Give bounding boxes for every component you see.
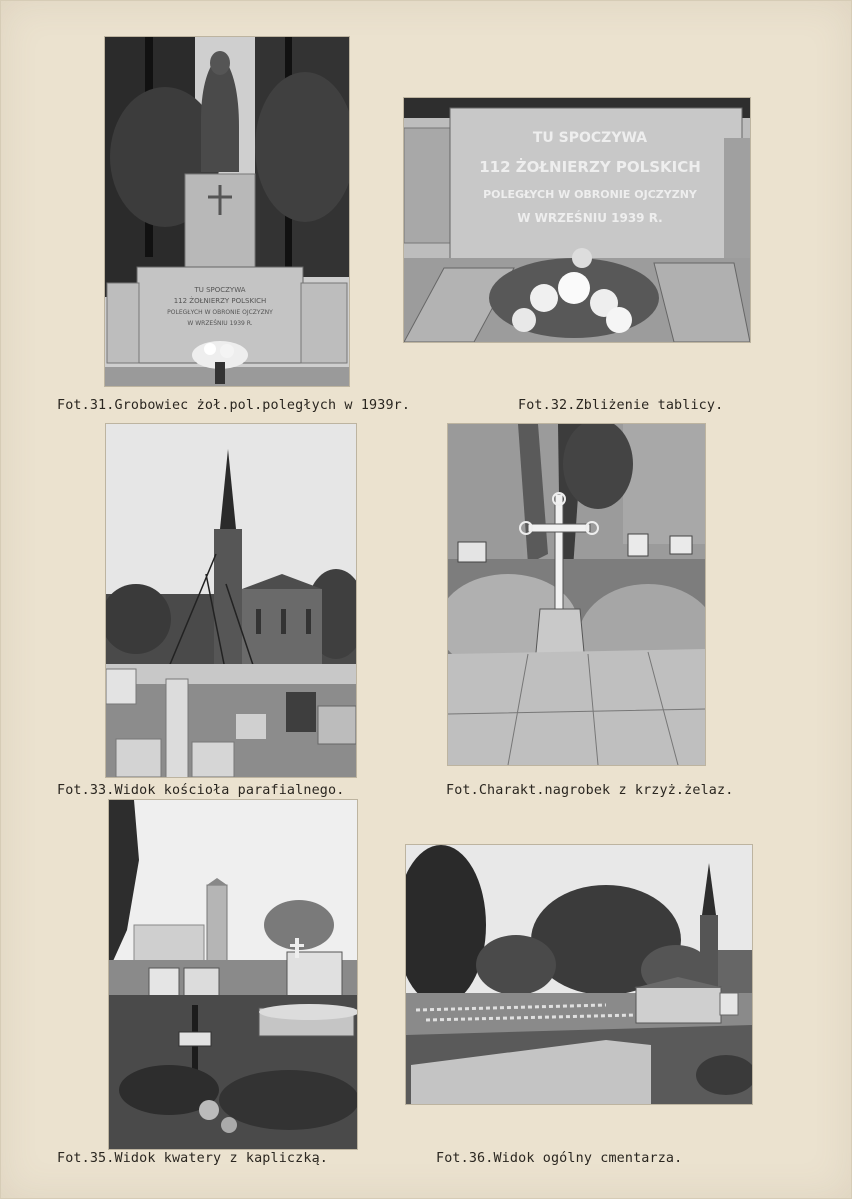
- plaque-text-line3: POLEGŁYCH W OBRONIE OJCZYZNY: [483, 188, 697, 201]
- photo-34-iron-cross-grave: [448, 424, 705, 765]
- caption-fot-36: Fot.36.Widok ogólny cmentarza.: [436, 1151, 683, 1166]
- monument-text-line1: TU SPOCZYWA: [194, 286, 246, 294]
- caption-fot-35: Fot.35.Widok kwatery z kapliczką.: [57, 1151, 328, 1166]
- photo-31-monument: [105, 37, 349, 386]
- caption-fot-33: Fot.33.Widok kościoła parafialnego.: [57, 783, 345, 798]
- plaque-text-line4: W WRZEŚNIU 1939 R.: [517, 211, 663, 225]
- caption-fot-32: Fot.32.Zbliżenie tablicy.: [518, 398, 724, 413]
- caption-fot-34: Fot.Charakt.nagrobek z krzyż.żelaz.: [446, 783, 734, 798]
- monument-text-line3: POLEGŁYCH W OBRONIE OJCZYZNY: [167, 309, 273, 316]
- caption-fot-31: Fot.31.Grobowiec żoł.pol.poległych w 1939r.: [57, 398, 411, 413]
- monument-text-line4: W WRZEŚNIU 1939 R.: [187, 320, 253, 327]
- photo-32-plaque: [404, 98, 750, 342]
- plaque-text-line2: 112 ŻOŁNIERZY POLSKICH: [479, 158, 701, 176]
- photo-35-chapel-quarter: [109, 800, 357, 1149]
- monument-text-line2: 112 ŻOŁNIERZY POLSKICH: [173, 297, 267, 305]
- plaque-text-line1: TU SPOCZYWA: [532, 130, 648, 146]
- photo-36-cemetery-overview: [406, 845, 752, 1104]
- photo-33-church: [106, 424, 356, 777]
